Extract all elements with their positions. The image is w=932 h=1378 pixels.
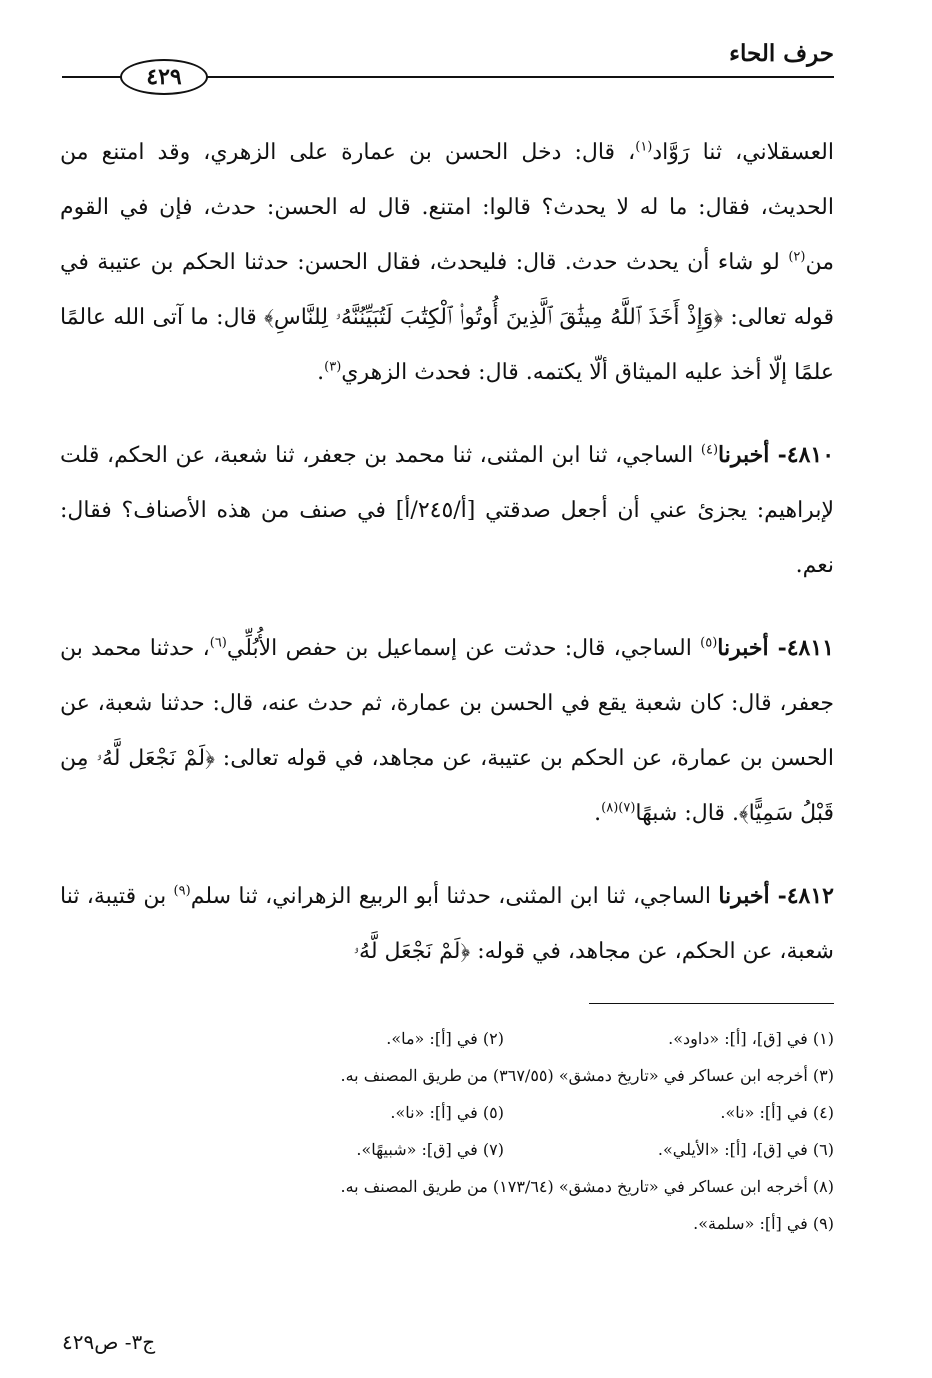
footnote-ref-9[interactable]: (٩) (173, 883, 191, 899)
text-run: . قال: شبهًا (635, 801, 739, 826)
footnote-row (150, 1020, 834, 1057)
hadith-4811 (60, 621, 834, 841)
hadith-4810 (60, 428, 834, 593)
footnote-row (150, 1131, 834, 1168)
footnotes (150, 1020, 834, 1242)
hadith-number: ٤٨١١- (777, 635, 834, 661)
footnote-5: (٥) في [أ]: «نا». (390, 1103, 504, 1122)
page-number-badge: ٤٢٩ (120, 59, 208, 95)
footnote-ref-4[interactable]: (٤) (700, 442, 719, 458)
hadith-4812 (60, 869, 834, 979)
quran-verse: ﴿لَمْ نَجْعَل لَّهُۥ مِن قَبْلُ سَمِيًّا﴾ (60, 746, 834, 826)
text-run: ، حدثنا محمد بن جعفر، قال: كان شعبة يقع في الحسن بن عمارة، ثم حدث عنه، قال: حدثنا شعبة، عن الحسن بن عمارة، عن الحكم بن عتيبة، عن مجاهد، في قوله تعالى: (60, 636, 835, 771)
footnote-ref-7-8[interactable]: (٧)(٨) (601, 800, 636, 816)
footnote-8: (٨) أخرجه ابن عساكر في «تاريخ دمشق» (١٧٣/٦٤) من طريق المصنف به. (340, 1177, 834, 1196)
text-run: قال: ما آتى الله عالمًا علمًا إلّا أخذ عليه الميثاق ألّا يكتمه. قال: فحدث الزهري (60, 305, 834, 385)
text-run: . (317, 360, 325, 385)
text-run: الساجي، ثنا ابن المثنى، ثنا محمد بن جعفر، ثنا شعبة، عن الحكم، قلت لإبراهيم: يجزئ عني أن أجعل صدقتي [أ/٢٤٥/أ] في صنف من هذه الأصناف؟ فقال: نعم. (60, 443, 834, 578)
footnote-9: (٩) في [أ]: «سلمة». (693, 1214, 834, 1233)
quran-verse: ﴿وَإِذْ أَخَذَ ٱللَّهُ مِيثَٰقَ ٱلَّذِينَ أُوتُوا۟ ٱلْكِتَٰبَ لَتُبَيِّنُنَّهُۥ لِلنَّاسِ﴾ (264, 305, 724, 330)
hadith-number: ٤٨١٠- (777, 442, 835, 468)
text-run: . (594, 801, 602, 826)
footnote-4: (٤) في [أ]: «نا». (720, 1103, 834, 1122)
text-run: الساجي، ثنا ابن المثنى، حدثنا أبو الربيع الزهراني، ثنا سلم (190, 884, 719, 909)
chapter-title: حرف الحاء (729, 40, 834, 67)
footnote-ref-5[interactable]: (٥) (700, 635, 718, 651)
footnote-2: (٢) في [أ]: «ما». (386, 1029, 504, 1048)
footnote-ref-6[interactable]: (٦) (209, 635, 227, 651)
footnote-separator (589, 1003, 834, 1004)
hadith-keyword: أخبرنا (718, 883, 778, 909)
footnote-6: (٦) في [ق]، [أ]: «الأيلي». (657, 1140, 834, 1159)
footnote-ref-2[interactable]: (٢) (788, 249, 806, 265)
footnote-row (150, 1094, 834, 1131)
main-text (60, 125, 834, 979)
text-run: العسقلاني، ثنا رَوَّاد (652, 140, 834, 165)
text-run: ، قال: دخل الحسن بن عمارة على الزهري، وقد امتنع من الحديث، فقال: ما له لا يحدث؟ قالوا: امتنع. قال له الحسن: حدث، فإن في القوم من (60, 140, 834, 275)
footnote-1: (١) في [ق]، [أ]: «داود». (668, 1029, 834, 1048)
footnote-ref-1[interactable]: (١) (635, 139, 653, 155)
text-run: الساجي، قال: حدثت عن إسماعيل بن حفص الأُبُلِّي (226, 636, 701, 661)
hadith-number: ٤٨١٢- (777, 883, 834, 909)
quran-verse: ﴿لَمْ نَجْعَل لَّهُۥ (353, 939, 471, 964)
footnote-3: (٣) أخرجه ابن عساكر في «تاريخ دمشق» (٣٦٧/٥٥) من طريق المصنف به. (340, 1066, 834, 1085)
hadith-keyword: أخبرنا (718, 442, 778, 468)
volume-page-reference: ج٣- ص٤٢٩ (62, 1330, 156, 1354)
paragraph-continuation (60, 125, 834, 400)
text-run: لو شاء أن يحدث حدث. قال: فليحدث، فقال الحسن: حدثنا الحكم بن عتيبة في قوله تعالى: (60, 250, 834, 330)
hadith-keyword: أخبرنا (717, 635, 778, 661)
footnote-ref-3[interactable]: (٣) (324, 359, 342, 375)
text-run: بن قتيبة، ثنا شعبة، عن الحكم، عن مجاهد، في قوله: (60, 884, 834, 964)
footnote-7: (٧) في [ق]: «شبيهًا». (356, 1140, 504, 1159)
